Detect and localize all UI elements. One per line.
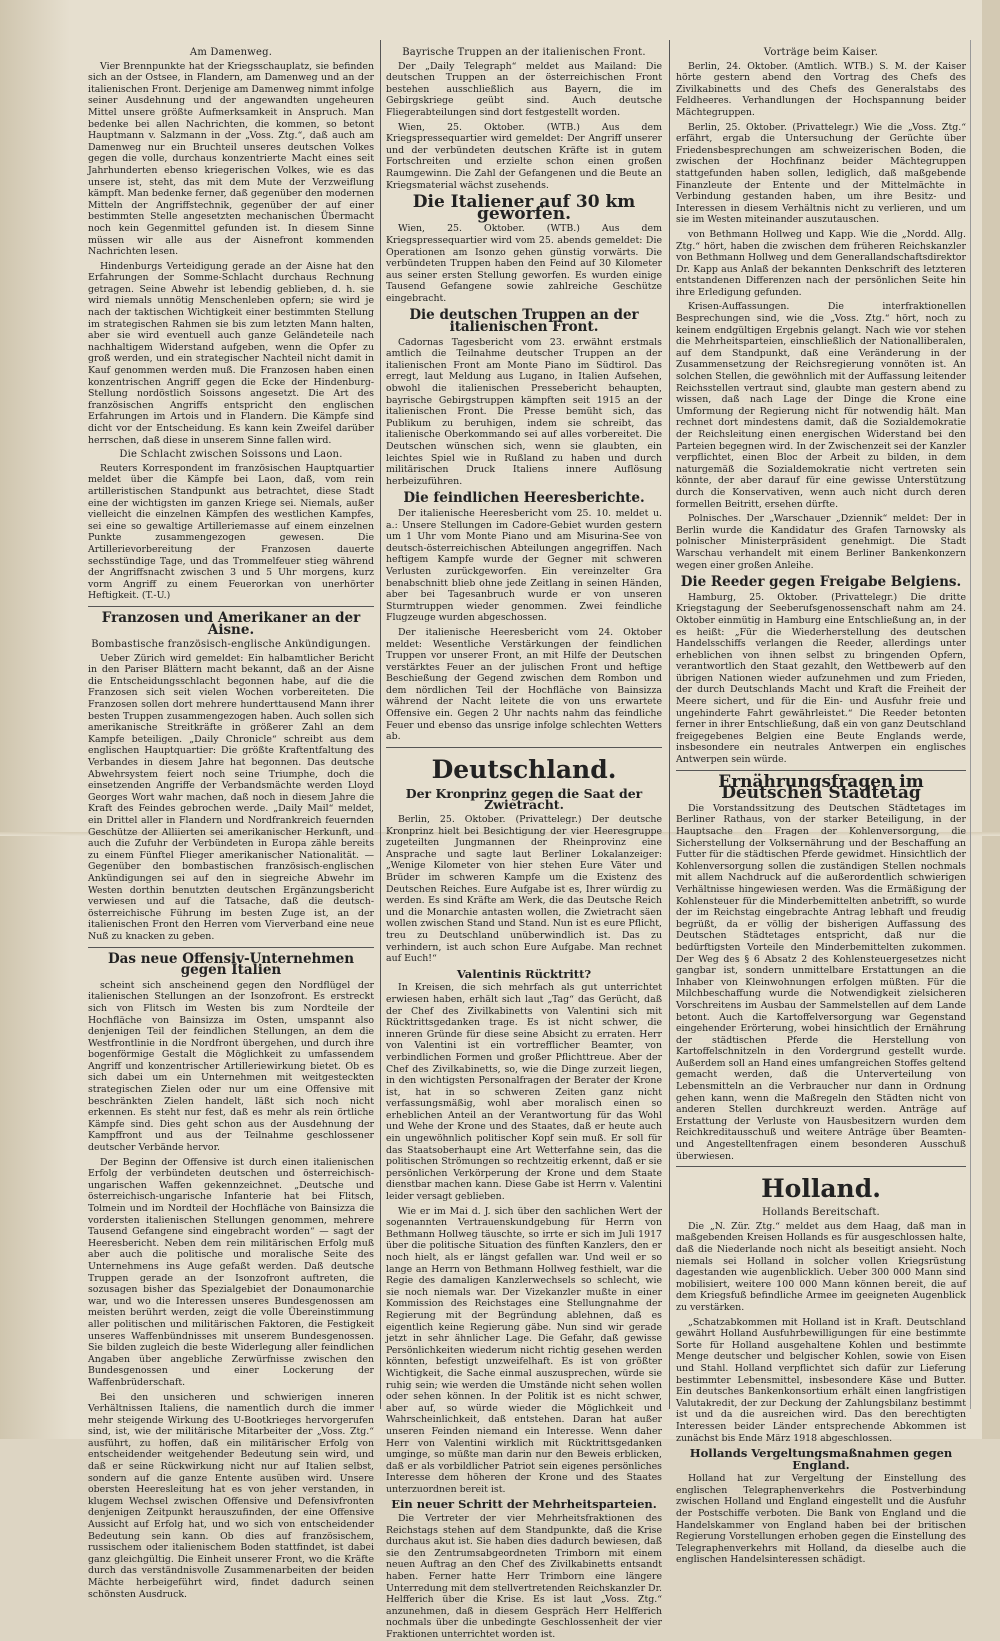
subheadline: Hollands Bereitschaft. [762,1207,880,1219]
subheadline: Bombastische französisch-englische Ankündigungen. [91,639,371,651]
article-paragraph: Vier Brennpunkte hat der Kriegsschauplatz, sie befinden sich an der Ostsee, in Flandern, am Damenweg und an der italienischen Front. Derjenige am Damenweg nimmt infolge seiner Ausdehnung und der angewandten ungeheuren Mittel unsere größte Aufmerksamkeit in Anspruch. Man bedenke bei allen Nachrichten, die kommen, so betont Hauptmann v. Salzmann in der „Voss. Ztg.“, daß auch am Damenweg nur ein Bruchteil unseres deutschen Volkes gegen die volle, durchaus konzentrierte Macht eines seit Jahrhunderten ebenso kriegerischen Volkes, wie es das unsere ist, steht, das mit dem Mute der Verzweiflung kämpft. Man bedenke ferner, daß gegenüber den modernen Mitteln der Angriffstechnik, gegenüber der auf einer bestimmten Stelle angesetzten mechanischen Übermacht noch kein Gegenmittel gefunden ist. In diesem Sinne müssen wir alle aus der Aisnefront kommenden Nachrichten lesen. [88,60,374,258]
headline: Die Reeder gegen Freigabe Belgiens. [680,574,962,591]
headline: Valentinis Rücktritt? [456,966,592,981]
column-1 [88,44,374,1600]
headline: Ernährungsfragen im Deutschen Städtetag [718,771,924,804]
article-paragraph: Hindenburgs Verteidigung gerade an der Aisne hat den Erfahrungen der Somme-Schlacht durchaus Rechnung getragen. Seine Abwehr ist lebendig geblieben, d. h. sie wird niemals unnötig Menschenleben opfern; sie wird je nach der taktischen Wichtigkeit einer bestimmten Stellung im strategischen Rahmen sie bis zum letzten Mann halten, aber sie wird eventuell auch ganze Geländeteile nach nachhaltigem Widerstand aufgeben, wenn die Opfer zu groß werden, und ein strategischer Nachteil nicht damit in Kauf genommen werden muß. Die Franzosen haben einen konzentrischen Angriff gegen die Ecke der Hindenburg-Stellung nordöstlich Soissons angesetzt. Die Art des französischen Angriffs entspricht den englischen Erfahrungen im Artois und in Flandern. Die Kämpfe sind dicht vor der Entscheidung. Es kann kein Zweifel darüber herrschen, daß diese in unserem Sinne fallen wird. [88,260,374,446]
article-paragraph: Berlin, 25. Oktober. (Privattelegr.) Wie die „Voss. Ztg.“ erfährt, ergab die Untersuchung der Gerüchte über Friedensbesprechungen am schweizerischen Boden, die zwischen der Hochfinanz beider Mächtegruppen stattgefunden haben sollen, lediglich, daß maßgebende Finanzleute der Entente und der Mittelmächte in Verbindung gestanden haben, um ihre Besitz- und Interessen in diesem Verhältnis nicht zu verlieren, und um sie im Westen miteinander auszutauschen. [676,121,966,226]
headline: Die feindlichen Heeresberichte. [403,490,645,507]
headline: Die Italiener auf 30 km geworfen. [412,192,636,224]
article-paragraph: Die Vertreter der vier Mehrheitsfraktionen des Reichstags stehen auf dem Standpunkte, daß die Krise durchaus akut ist. Sie haben dies dadurch bewiesen, daß sie den Zentrumsabgeordneten Trimborn mit einem neuen Auftrag an den Chef des Zivilkabinetts entsandt haben. Ferner hatte Herr Trimborn eine längere Unterredung mit dem stellvertretenden Reichskanzler Dr. Helfferich über die Krise. Es ist laut „Voss. Ztg.“ anzunehmen, daß in diesem Gespräch Herr Helfferich nochmals über die unbedingte Geschlossenheit der vier Fraktionen unterrichtet worden ist. [386,1513,662,1640]
headline: Vorträge beim Kaiser. [763,47,879,58]
article-paragraph: „Schatzabkommen mit Holland ist in Kraft. Deutschland gewährt Holland Ausfuhrbewilligungen für eine bestimmte Sorte für Holland ausgehaltene Kohlen und bestimmte Menge deutscher und belgischer Kohlen, sowie von Eisen und Stahl. Holland verpflichtet sich dafür zur Lieferung bestimmter Lebensmittel, insbesondere Käse und Butter. Ein deutsches Bankenkonsortium erhält einen langfristigen Valutakredit, der zur Deckung der Zahlungsbilanz bestimmt ist und da die ausreichen wird. Das den berechtigten Interessen beider Länder entsprechende Abkommen ist zunächst bis Ende März 1918 abgeschlossen. [676,1316,966,1444]
column-2 [386,44,662,1640]
column-rule [669,40,670,1409]
article-paragraph: Wie er im Mai d. J. sich über den sachlichen Wert der sogenannten Vertrauenskundgebung für Herrn von Bethmann Hollweg täuschte, so irrte er sich im Juli 1917 über die politische Situation des fünften Kanzlers, den er noch hielt, als er längst gefallen war. Und weil er so lange an Herrn von Bethmann Hollweg festhielt, war die Regie des damaligen Kanzlerwechsels so schlecht, wie sie noch niemals war. Der Vizekanzler mußte in einer Kommission des Reichstages eine Stellungnahme der Regierung mit der Begründung ablehnen, daß es eigentlich keine Regierung gäbe. Nun sind wir gerade jetzt in sehr ähnlicher Lage. Die Gefahr, daß gewisse Persönlichkeiten wiederum nicht richtig gesehen werden könnten, befestigt unzweifelhaft. Es ist von größter Wichtigkeit, die Sache einmal auszusprechen, würde sie ruhig sein; wie werden die Umstände nicht sehen wollen oder sehen können. In der Politik ist es nicht schwer, aber auf, so würde wieder die Möglichkeit und Wahrscheinlichkeit, daß entstehen. Daran hat außer unseren Feinden niemand ein Interesse. Wenn daher Herr von Valentini wirklich mit Rücktrittsgedanken umginge, so müßte man darin nur den Beweis erblicken, daß er als vorbildlicher Patriot sein eigenes persönliches Interesse dem höheren der Krone und des Staates unterzuordnen bereit ist. [386,1205,662,1495]
article-paragraph: Cadornas Tagesbericht vom 23. erwähnt erstmals amtlich die Teilnahme deutscher Truppen an der italienischen Front am Monte Piano im Südtirol. Das erregt, laut Meldung aus Lugano, in Italien Aufsehen, obwohl die italienischen Pressebericht behaupten, bayrische Gebirgstruppen kämpften seit 1915 an der italienischen Front. Die Presse bemüht sich, das Publikum zu beruhigen, indem sie schreibt, das italienische Oberkommando sei auf alles vorbereitet. Die Deutschen wünschen sich, wenn sie glaubten, ein leichtes Spiel wie in Rußland zu haben und durch militärischen Druck Italiens innere Auflösung herbeizuführen. [386,336,662,487]
article-paragraph: Hamburg, 25. Oktober. (Privattelegr.) Die dritte Kriegstagung der Seeberufsgenossenschaft nahm am 24. Oktober einmütig in Hamburg eine Entschließung an, in der es heißt: „Für die Wiederherstellung des deutschen Handelsschiffs verlangen die Reeder, allerdings unter erheblichen von ihnen selbst zu bringenden Opfern, verantwortlich den Staat gezahlt, den Wettbewerb auf den übrigen Nationen wieder aufzunehmen und zum Frieden, der durch Deutschlands Macht und Kraft die Freiheit der Meere sichert, und für die Ein- und Ausfuhr freie und ungehinderte Fahrt gewährleistet.“ Die Reeder betonten ferner in ihrer Entschließung, daß ein von ganz Deutschland freigegebenes Belgien eine Beute Englands werde, insbesondere ein neutrales Antwerpen ein englisches Antwerpen sein würde. [676,591,966,766]
divider [88,606,374,607]
article-paragraph: Der „Daily Telegraph“ meldet aus Mailand: Die deutschen Truppen an der österreichischen Front bestehen ausschließlich aus Bayern, die im Gebirgskriege geübt sind. Auch deutsche Fliegerabteilungen sind dort festgestellt worden. [386,60,662,118]
divider [88,947,374,948]
article-paragraph: Holland hat zur Vergeltung der Einstellung des englischen Telegraphenverkehrs die Postverbindung zwischen Holland und England eingestellt und die Ausfuhr der Postschiffe verboten. Die Bank von England und die Handelskammer von England haben bei der britischen Regierung Vorstellungen erhoben gegen die Einstellung des Telegraphenverkehrs mit Holland, da dieselbe auch die englischen Handelsinteressen schädigt. [676,1473,966,1566]
divider [676,1166,966,1167]
section-title: Holland. [761,1174,881,1204]
column-3 [676,44,966,1566]
headline: Hollands Vergeltungsmaßnahmen gegen England. [689,1446,953,1472]
divider [676,770,966,771]
article-paragraph: Die „N. Zür. Ztg.“ meldet aus dem Haag, daß man in maßgebenden Kreisen Hollands es für ausgeschlossen halte, daß die Niederlande noch nicht als beseitigt ansieht. Noch niemals sei Holland in solcher vollen Kriegsrüstung dagestanden wie augenblicklich. Ueber 300 000 Mann sind mobilisiert, weitere 100 000 Mann können bereit, die auf dem Kriegsfuß befindliche Armee im geeigneten Augenblick zu verstärken. [676,1220,966,1313]
headline: Ein neuer Schritt der Mehrheitsparteien. [391,1497,657,1512]
article-paragraph: Wien, 25. Oktober. (WTB.) Aus dem Kriegspressequartier wird gemeldet: Der Angriff unserer und der verbündeten deutschen Kräfte ist in gutem Fortschreiten und erzielte schon einen großen Raumgewinn. Die Zahl der Gefangenen und die Beute an Kriegsmaterial wächst zusehends. [386,121,662,191]
article-paragraph: Der italienische Heeresbericht vom 25. 10. meldet u. a.: Unsere Stellungen im Cadore-Gebiet wurden gestern um 1 Uhr vom Monte Piano und am Misurina-See von deutsch-österreichischen Abteilungen angegriffen. Nach heftigem Kampfe wurde der Gegner mit schweren Verlusten zurückgeworfen. Ein vereinzelter Gra benabschnitt blieb ohne jede Zeitlang in seinen Händen, aber bei Tagesanbruch wurde er von unseren Sturmtruppen wieder genommen. Zwei feindliche Flugzeuge wurden abgeschossen. [386,507,662,624]
headline: Die deutschen Truppen an der italienischen Front. [409,307,639,336]
article-paragraph: Bei den unsicheren und schwierigen inneren Verhältnissen Italiens, die namentlich durch die immer mehr steigende Wirkung des U-Bootkrieges hervorgerufen sind, ist, wie der militärische Mitarbeiter der „Voss. Ztg.“ ausführt, zu hoffen, daß ein militärischer Erfolg von entscheidender weitgehender Bedeutung sein wird, und daß er seine Rückwirkung nicht nur auf Italien selbst, sondern auf die ganze Entente ausüben wird. Unsere obersten Heeresleitung hat es von jeher verstanden, in klugem Wechsel zwischen Offensive und Defensivfronten denjenigen Zeitpunkt herauszufinden, der eine Offensive Aussicht auf Erfolg hat, und wo sich von entscheidender Bedeutung sein kann. Ob dies auf französischem, russischem oder italienischem Boden stattfindet, ist dabei ganz gleichgültig. Die Einheit unserer Front, wo die Kräfte durch das verständnisvolle Zusammenarbeiten der beiden Mächte herbeigeführt wird, findet dadurch seinen schönsten Ausdruck. [88,1391,374,1600]
page-right-edge [982,0,1000,1439]
article-paragraph: Der Beginn der Offensive ist durch einen italienischen Erfolg der verbündeten deutschen und österreichisch-ungarischen Waffen gekennzeichnet. „Deutsche und österreichisch-ungarische Infanterie hat bei Flitsch, Tolmein und im Nordteil der Hochfläche von Bainsizza die vordersten italienischen Stellungen genommen, mehrere Tausend Gefangene sind eingebracht worden“ — sagt der Heeresbericht. Neben dem rein militärischen Erfolg muß aber auch die politische und moralische Seite des Unternehmens ins Auge gefaßt werden. Daß deutsche Truppen gerade an der Isonzofront auftreten, die sozusagen bisher das Spezialgebiet der Donaumonarchie war, und wo die Interessen unseres Bundesgenossen am meisten berührt werden, zeigt die volle Übereinstimmung aller politischen und militärischen Faktoren, die Festigkeit unseres Waffenbündnisses mit unserem Bundesgenossen. Sie bilden zugleich die beste Widerlegung aller feindlichen Angaben über angebliche Zerwürfnisse zwischen den Bundesgenossen und einer Lockerung der Waffenbrüderschaft. [88,1156,374,1388]
headline: Bayrische Truppen an der italienischen Front. [402,47,646,58]
headline: Der Kronprinz gegen die Saat der Zwietracht. [405,785,643,813]
article-paragraph: Berlin, 25. Oktober. (Privattelegr.) Der deutsche Kronprinz hielt bei Besichtigung der vier Heeresgruppe zugeteilten Jungmannen der Rheinprovinz eine Ansprache und sagte laut Berliner Lokalanzeiger: „Wenige Kilometer von hier stehen Eure Väter und Brüder im schweren Kampfe um die Existenz des Deutschen Reiches. Eure Aufgabe ist es, Ihrer würdig zu werden. Es sind Kräfte am Werk, die das Deutsche Reich und die Monarchie antasten wollen, die Zwietracht säen wollen zwischen Stand und Stand. Nun ist es eure Pflicht, treu zu Deutschland unüberwindlich ist. Das zu verhindern, ist auch schon Eure Aufgabe. Man rechnet auf Euch!“ [386,814,662,965]
article-paragraph: Berlin, 24. Oktober. (Amtlich. WTB.) S. M. der Kaiser hörte gestern abend den Vortrag des Chefs des Zivilkabinetts und des Chefs des Generalstabs des Feldheeres. Verhandlungen der Hochspannung beider Mächtegruppen. [676,60,966,118]
article-paragraph: In Kreisen, die sich mehrfach als gut unterrichtet erwiesen haben, erhält sich laut „Tag“ das Gerücht, daß der Chef des Zivilkabinetts von Valentini sich mit Rücktrittsgedanken trage. Es ist nicht schwer, die inneren Gründe für diese seine Absicht zu erraten. Herr von Valentini ist ein vortrefflicher Beamter, von verbindlichen Formen und großer Pflichttreue. Aber der Chef des Zivilkabinetts, so, wie die Dinge zurzeit liegen, in den wichtigsten Personalfragen der Berater der Krone ist, hat in so schweren Zeiten ganz nicht verfassungsmäßig, wohl aber moralisch einen so erheblichen Anteil an der Verantwortung für das Wohl und Wehe der Krone und des Staates, daß er heute auch ein ungewöhnlich politischer Kopf sein muß. Er soll für das Staatsoberhaupt eine Art Wetterfahne sein, das die politischen Strömungen so rechtzeitig erkennt, daß er sie persönlichen Verkörperung der Krone und dem Staate dienstbar machen kann. Diese Gabe ist Herrn v. Valentini leider versagt geblieben. [386,982,662,1203]
article-paragraph: Ueber Zürich wird gemeldet: Ein halbamtlicher Bericht in den Pariser Blättern macht bekannt, daß an der Aisne die Entscheidungsschlacht begonnen habe, auf die die Franzosen sich seit vielen Wochen vorbereiteten. Die Franzosen sollen dort mehrere hunderttausend Mann ihrer besten Truppen zusammengezogen haben. Auch sollen sich amerikanische Streitkräfte in größerer Zahl an dem Kampfe beteiligen. „Daily Chronicle“ schreibt aus dem englischen Hauptquartier: Die größte Kraftentfaltung des Verbandes in diesem Jahre hat begonnen. Das deutsche Abwehrsystem feiert noch seine Triumphe, doch die einsetzenden Angriffe der Verbandsmächte werden Lloyd Georges Wort wahr machen, daß noch in diesem Jahre die Kraft des Feindes gebrochen werde. „Daily Mail“ meldet, ein Drittel aller in Flandern und Nordfrankreich feuernden Geschütze der Alliierten sei amerikanischer Herkunft, und auch die Zufuhr der Verbündeten in Europa zähle bereits zu einem Fünftel Flieger amerikanischer Nationalität. — Gegenüber den bombastischen französisch-englischen Ankündigungen sei auf den in siegreiche Abwehr im Westen dorthin benutzten deutschen Ergänzungsbericht verwiesen und auf die Tatsache, daß die deutsch-österreichische Führung im besten Zuge ist, an der italienischen Front den Herren vom Vierverband eine neue Nuß zu knacken zu geben. [88,652,374,942]
column-rule [380,40,381,1409]
article-paragraph: von Bethmann Hollweg und Kapp. Wie die „Nordd. Allg. Ztg.“ hört, haben die zwischen dem früheren Reichskanzler von Bethmann Hollweg und dem Generallandschaftsdirektor Dr. Kapp aus Anlaß der bekannten Denkschrift des letzteren entstandenen Differenzen nach der persönlichen Seite hin ihre Erledigung gefunden. [676,228,966,298]
headline: Das neue Offensiv-Unternehmen gegen Italien [107,950,355,979]
article-paragraph: Die Vorstandssitzung des Deutschen Städtetages im Berliner Rathaus, von der starker Beteiligung, in der Hauptsache den Fragen der Kohlenversorgung, die Sicherstellung der Volksernährung und der Beschaffung an Futter für die städtischen Pferde gewidmet. Hinsichtlich der Kohlenversorgung sollen die zuständigen Stellen nochmals mit allem Nachdruck auf die außerordentlich schwierigen Verhältnisse hingewiesen werden. Was die Ermäßigung der Kohlensteuer für die Minderbemittelten anbetrifft, so wurde der im Reichstag eingebrachte Antrag lebhaft und freudig begrüßt, da er völlig der bisherigen Auffassung des Deutschen Städtetages entspricht, daß nur die bedürftigsten Vorteile den Minderbemittelten zukommen. Der Weg des § 6 Absatz 2 des Kohlensteuergesetzes nicht gangbar ist, sondern unmittelbare Erstattungen an die Inhaber von Kleinwohnungen erfolgen müßten. Für die Milchbeschaffung wurde die Notwendigkeit zielsicheren Vorschreitens im Ausbau der Sammelstellen auf dem Lande betont. Auch die Kartoffelversorgung war Gegenstand eingehender Erörterung, wobei hinsichtlich der Ernährung der städtischen Pferde die Herstellung von Kartoffelschnitzeln in den Vordergrund gestellt wurde. Außerdem soll an Hand eines umfangreichen Stoffes geltend gemacht werden, daß die Unterverteilung von Lebensmitteln an die Verbraucher nur dann in Ordnung gehen kann, wenn die Maßregeln den Städten nicht von anderen Stellen durchkreuzt werden. Anträge auf Erstattung der Verluste von Hausbesitzern wurden dem Reichkreditausschuß und weitere Anträge über Beamten- und Angestelltenfragen einem besonderen Ausschuß überwiesen. [676,802,966,1162]
article-paragraph: Polnisches. Der „Warschauer „Dziennik“ meldet: Der in Berlin wurde die Kandidatur des Grafen Tarnowsky als polnischer Ministerpräsident genehmigt. Die Stadt Warschau verhandelt mit einem Berliner Bankenkonzern wegen einer großen Anleihe. [676,513,966,571]
article-paragraph: scheint sich anscheinend gegen den Nordflügel der italienischen Stellungen an der Isonzofront. Es erstreckt sich von Flitsch im Westen bis zum Nordteile der Hochfläche von Bainsizza im Osten, umspannt also denjenigen Teil der feindlichen Stellungen, an dem die Westfrontlinie in die Nordfront übergehen, und durch ihre bogenförmige Gestalt die Möglichkeit zu umfassendem Angriff und konzentrischer Artilleriewirkung bietet. Ob es sich dabei um ein Unternehmen mit weitgesteckten strategischen Zielen oder nur um eine Offensive mit beschränkten Zielen handelt, läßt sich noch nicht erkennen. Es steht nur fest, daß es mehr als rein örtliche Kämpfe sind. Dies geht schon aus der Ausdehnung der Kampffront und aus der Teilnahme geschlossener deutscher Verbände hervor. [88,979,374,1154]
headline: Franzosen und Amerikaner an der Aisne. [101,609,361,638]
page-gutter-shadow [0,0,70,1439]
article-paragraph: Der italienische Heeresbericht vom 24. Oktober meldet: Wesentliche Verstärkungen der feindlichen Truppen vor unserer Front, an mit Hilfe der Deutschen verstärktes Feuer an der julischen Front und heftige Beschießung der Gegend zwischen dem Rombon und dem nördlichen Teil der Hochfläche von Bainsizza während der Nacht leitete die von uns erwartete Offensive ein. Gegen 2 Uhr nachts nahm das feindliche Feuer und ebenso das unsrige infolge schlechten Wetters ab. [386,626,662,743]
article-paragraph: Wien, 25. Oktober. (WTB.) Aus dem Kriegspressequartier wird vom 25. abends gemeldet: Die Operationen am Isonzo gehen günstig vorwärts. Die verbündeten Truppen haben den Feind auf 30 Kilometer aus seiner ersten Stellung geworfen. Es wurden einige Tausend Gefangene sowie zahlreiche Geschütze eingebracht. [386,223,662,304]
column-rule [970,40,971,1409]
divider [386,747,662,748]
article-paragraph: Krisen-Auffassungen. Die interfraktionellen Besprechungen sind, wie die „Voss. Ztg.“ hört, noch zu keinem endgültigen Ergebnis gelangt. Nach wie vor stehen die Mehrheitsparteien, einschließlich der Nationalliberalen, auf dem Standpunkt, daß eine Veränderung in der Zusammensetzung der Reichsregierung vonnöten ist. An solchen Stellen, die gewöhnlich mit der Auffassung leitender Reichsstellen vertraut sind, glaubte man gestern abend zu wissen, daß nach Lage der Dinge die Krone eine Umformung der Regierung nicht für notwendig hält. Man rechnet dort mindestens damit, daß die Sozialdemokratie der Reichsleitung einen energischen Widerstand bei den Parteien begegnen wird. In der Zwischenzeit sei der Kanzler verpflichtet, einen Bloc der Arbeit zu bilden, in dem naturgemäß die Sozialdemokratie nicht vertreten sein könnte, der aber darauf für eine gewisse Unterstützung durch die Konservativen, wenn auch nicht durch deren formellen Beitritt, ersehen dürfte. [676,301,966,510]
headline: Am Damenweg. [189,47,273,58]
headline: Die Schlacht zwischen Soissons und Laon. [119,449,343,461]
section-title: Deutschland. [431,754,617,784]
article-paragraph: Reuters Korrespondent im französischen Hauptquartier meldet über die Kämpfe bei Laon, daß, vom rein artilleristischen Standpunkt aus betrachtet, diese Stadt eine der wichtigsten im ganzen Kriege sei. Niemals, außer vielleicht die einzelnen Kämpfen des westlichen Kampfes, sei eine so gewaltige Artilleriemasse auf einem einzelnen Punkte zusammengezogen gewesen. Die Artillerievorbereitung der Franzosen dauerte sechsstündige Tage, und das Trommelfeuer stieg während der Angriffsnacht zwischen 3 und 5 Uhr morgens, kurz vorm Angriff zu einem Feuerorkan von unerhörter Heftigkeit. (T.-U.) [88,462,374,602]
